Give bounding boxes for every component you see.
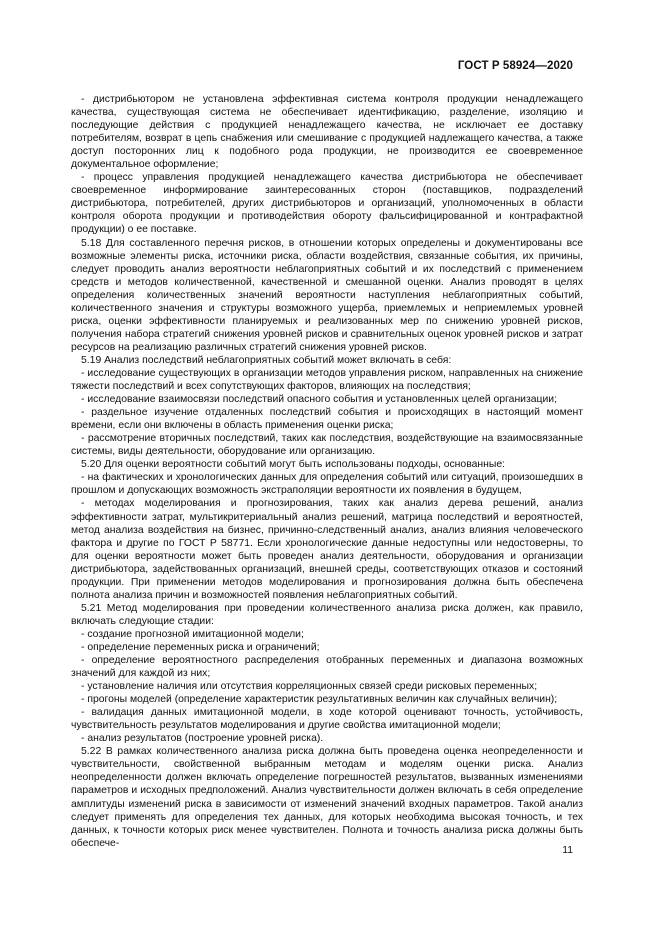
- list-item: - исследование существующих в организации методов управления риском, направленных на снижение тяжести последствий и всех сопутствующих факторов, влияющих на последствия;: [71, 367, 583, 393]
- list-item: - установление наличия или отсутствия корреляционных связей среди рисковых переменных;: [81, 681, 538, 693]
- section-5-19: 5.19 Анализ последствий неблагоприятных событий может включать в себя:: [81, 354, 452, 366]
- list-item: - рассмотрение вторичных последствий, таких как последствия, воздействующие на взаимосвязанные системы, виды деятельности, оборудование или организацию.: [71, 433, 583, 458]
- document-body: [71, 93, 583, 850]
- list-item: - раздельное изучение отдаленных последствий события и происходящих в настоящий момент времени, если они включены в область применения оценки риска;: [71, 407, 583, 432]
- list-item: - определение вероятностного распределения отобранных переменных и диапазона возможных значений для каждой из них;: [71, 655, 583, 680]
- standard-designation: ГОСТ Р 58924—2020: [457, 60, 573, 72]
- section-5-21: 5.21 Метод моделирования при проведении количественного анализа риска должен, как правило, включать следующие стадии:: [71, 602, 583, 627]
- list-item: - анализ результатов (построение уровней риска).: [81, 733, 324, 745]
- section-5-20: 5.20 Для оценки вероятности событий могут быть использованы подходы, основанные:: [81, 459, 505, 471]
- list-item: - на фактических и хронологических данных для определения событий или ситуаций, произошедших в прошлом и допускающих возможность экстраполяции вероятности их появления в будущем,: [71, 472, 583, 497]
- list-item: - методах моделирования и прогнозирования, таких как анализ дерева решений, анализ эффективности затрат, мультикритериальный анализ решений, матрица последствий и вероятностей, метод анализа воздействия на бизнес, причинно-следственный анализ, анализ влияния человеческого фактора и другие по ГОСТ Р 58771. Если хронологические данные недоступны или недостоверны, то для оценки вероятности может быть проведен анализ деятельности, оборудования и организации дистрибьютора, задействованных организаций, внешней среды, соответствующих отказов и состояний продукции. При применении методов моделирования и прогнозирования должна быть обеспечена полнота анализа причин и возможностей появления неблагоприятных событий.: [71, 498, 583, 601]
- paragraph: - дистрибьютором не установлена эффективная система контроля продукции ненадлежащего качества, существующая система не обеспечивает идентификацию, разделение, изоляцию и последующие действия с продукцией ненадлежащего качества, не исключает ее доставку потребителям, возврат в цепь снабжения или смешивание с продукцией надлежащего качества, а также доступ посторонних лиц к подобного рода продукции, не производится ее своевременное документальное оформление;: [71, 94, 583, 171]
- list-item: - определение переменных риска и ограничений;: [81, 641, 320, 653]
- section-5-18: 5.18 Для составленного перечня рисков, в отношении которых определены и документированы все возможные элементы риска, источники риска, области воздействия, связанные события, их причины, следует проводить анализ вероятности неблагоприятных событий и их последствий с применением средств и методов количественной, качественной и смешанной оценки. Анализ проводят в целях определения количественных значений вероятности наступления неблагоприятных событий, количественного значения и структуры возможного ущерба, приемлемых и неприемлемых уровней риска, оценки эффективности планируемых и реализованных мер по снижению уровней рисков, получения набора стратегий снижения уровней рисков и сравнительных оценок уровней рисков и затрат ресурсов на реализацию различных стратегий снижения уровней рисков.: [71, 237, 583, 353]
- list-item: - валидация данных имитационной модели, в ходе которой оценивают точность, устойчивость, чувствительность результатов моделирования и другие свойства имитационной модели;: [71, 707, 583, 732]
- list-item: - исследование взаимосвязи последствий опасного события и установленных целей организации;: [81, 394, 557, 406]
- page-number: 11: [562, 845, 573, 856]
- list-item: - прогоны моделей (определение характеристик результативных величин как случайных величин);: [81, 694, 558, 706]
- list-item: - создание прогнозной имитационной модели;: [81, 628, 304, 640]
- paragraph: - процесс управления продукцией ненадлежащего качества дистрибьютора не обеспечивает своевременное информирование заинтересованных сторон (поставщиков, подразделений дистрибьютора, потребителей, других дистрибьюторов и организаций, уполномоченных в области контроля оборота продукции и противодействия обороту фальсифицированной и контрафактной продукции) о ее поставке.: [71, 172, 583, 236]
- section-5-22: 5.22 В рамках количественного анализа риска должна быть проведена оценка неопределенности и чувствительности, свойственной выбранным методам и моделям оценки риска. Анализ неопределенности должен включать определение погрешностей результатов, вызванных изменениями параметров и исходных предположений. Анализ чувствительности должен включать в себя определение амплитуды изменений риска в зависимости от изменений значений входных параметров. Такой анализ следует применять для определения тех данных, для которых необходима высокая точность, и тех данных, к точности которых риск менее чувствителен. Полнота и точность анализа риска должны быть обеспече-: [71, 746, 583, 849]
